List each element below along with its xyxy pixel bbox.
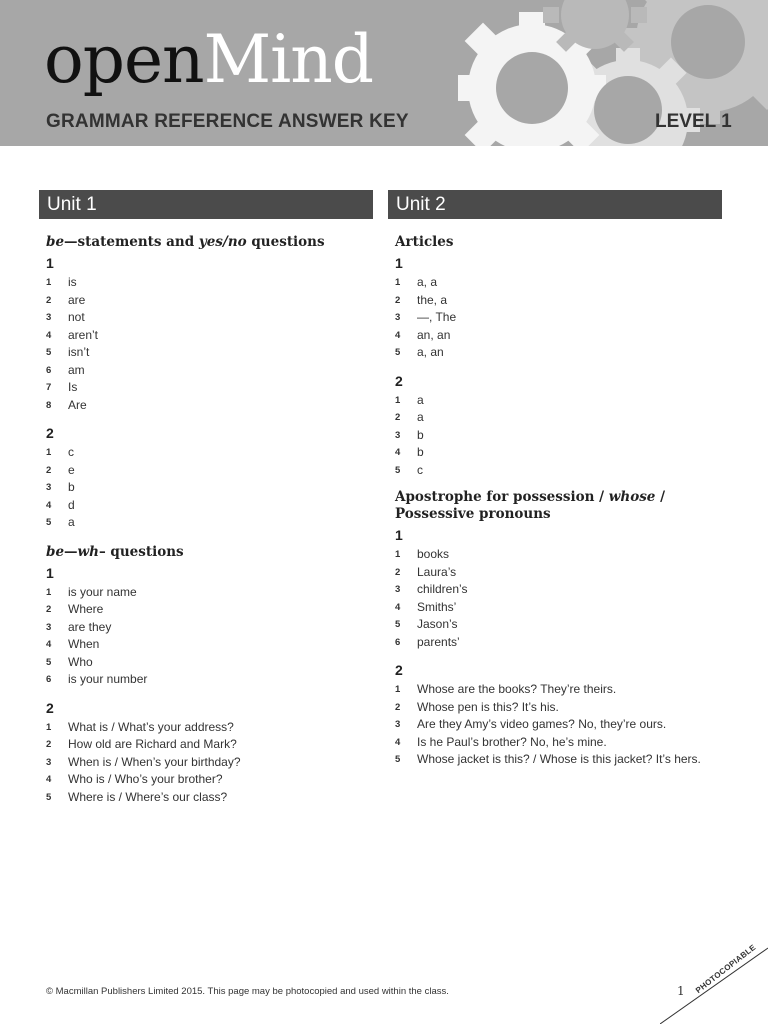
answer-text: is (68, 275, 77, 289)
answer-text: a, an (417, 345, 444, 359)
answer-item (388, 581, 722, 599)
document-subtitle: GRAMMAR REFERENCE ANSWER KEY (46, 111, 409, 132)
answer-item (39, 636, 373, 654)
answer-text: is your name (68, 584, 137, 599)
page-number: 1 (677, 984, 685, 998)
exercise-number: 1 (46, 255, 54, 271)
answer-number: 2 (46, 294, 52, 306)
answer-item (388, 392, 722, 410)
answer-item (39, 344, 373, 362)
answer-item (39, 309, 373, 327)
answer-number: 3 (395, 719, 401, 730)
answer-number: 6 (395, 636, 401, 648)
unit-1-heading: Unit 1 (39, 190, 373, 219)
answer-item (39, 736, 373, 754)
answer-number: 1 (395, 549, 401, 560)
answer-number: 5 (395, 347, 401, 358)
answer-list (39, 719, 373, 807)
answer-text: am (68, 362, 85, 377)
unit-1-column (39, 190, 373, 806)
answer-item (388, 309, 722, 327)
answer-text: an, an (417, 327, 451, 342)
answer-number: 5 (46, 656, 52, 668)
answer-item (388, 734, 722, 752)
answer-number: 5 (46, 517, 52, 528)
answer-item (388, 427, 722, 445)
title-part: be (46, 234, 65, 250)
answer-number: 2 (46, 464, 52, 476)
answer-item (39, 719, 373, 737)
answer-item (388, 681, 722, 699)
answer-number: 4 (395, 736, 401, 748)
answer-text: d (68, 497, 75, 512)
answer-item (388, 274, 722, 292)
exercise-number: 1 (46, 564, 54, 581)
answer-item (388, 444, 722, 462)
answer-text: c (68, 445, 74, 459)
answer-text: b (417, 427, 424, 442)
answer-item (388, 564, 722, 582)
page-header (0, 0, 768, 146)
answer-text: aren’t (68, 327, 99, 342)
answer-number: 3 (46, 482, 52, 493)
answer-item (39, 671, 373, 689)
copyright-footer: © Macmillan Publishers Limited 2015. This page may be photocopied and used within the class. (46, 986, 449, 997)
answer-text: How old are Richard and Mark? (68, 737, 237, 751)
answer-text: the, a (417, 292, 448, 307)
answer-item (39, 619, 373, 637)
answer-number: 8 (46, 399, 52, 411)
answer-text: Whose pen is this? It’s his. (417, 699, 559, 714)
answer-item (388, 462, 722, 480)
answer-text: Is (68, 380, 78, 394)
answer-text: What is / What’s your address? (68, 719, 234, 734)
answer-number: 5 (395, 754, 401, 765)
answer-item (39, 327, 373, 345)
answer-item (39, 771, 373, 789)
answer-text: c (417, 462, 423, 477)
answer-text: a (417, 410, 424, 424)
answer-text: Where (68, 602, 104, 616)
answer-list (388, 274, 722, 362)
level-label: LEVEL 1 (655, 111, 732, 132)
answer-list (388, 392, 722, 480)
answer-text: Laura’s (417, 564, 457, 579)
answer-item (388, 546, 722, 564)
answer-item (39, 514, 373, 532)
title-part: — (64, 543, 78, 560)
answer-item (39, 397, 373, 415)
answer-number: 2 (395, 412, 401, 423)
answer-text: b (417, 445, 424, 459)
unit-2-heading: Unit 2 (388, 190, 722, 219)
answer-number: 7 (46, 382, 52, 393)
answer-list (388, 681, 722, 769)
answer-text: a (68, 515, 75, 529)
answer-text: parents’ (417, 634, 460, 649)
title-part: wh (77, 543, 99, 560)
answer-item (388, 616, 722, 634)
answer-text: Are they Amy’s video games? No, they’re ours. (417, 717, 667, 731)
answer-text: Smiths’ (417, 599, 457, 614)
answer-number: 3 (395, 429, 401, 441)
exercise-number: 1 (395, 527, 403, 543)
openmind-logo (44, 20, 373, 100)
answer-item (388, 409, 722, 427)
answer-text: a, a (417, 275, 438, 289)
answer-number: 5 (46, 347, 52, 358)
answer-number: 4 (46, 639, 52, 650)
answer-text: isn’t (68, 345, 90, 359)
title-part: whose (608, 489, 656, 505)
title-part: / (655, 489, 666, 505)
exercise-number: 2 (395, 662, 403, 678)
title-part: Apostrophe for possession / (395, 489, 609, 505)
title-part: —statements and (64, 234, 199, 250)
answer-item (388, 327, 722, 345)
exercise-number: 2 (46, 425, 54, 441)
answer-text: a (417, 392, 424, 407)
exercise-number: 2 (46, 699, 54, 716)
answer-number: 1 (395, 684, 401, 695)
answer-number: 5 (46, 791, 52, 803)
photocopiable-stamp: PHOTOCOPIABLE (694, 942, 758, 996)
answer-text: Is he Paul’s brother? No, he’s mine. (417, 734, 607, 749)
answer-number: 4 (46, 774, 52, 785)
answer-text: b (68, 480, 75, 494)
answer-text: is your number (68, 672, 148, 686)
section-title-be-statements (46, 234, 373, 251)
answer-item (388, 599, 722, 617)
answer-number: 1 (395, 277, 401, 288)
answer-item (39, 462, 373, 480)
title-part: yes/no (198, 234, 247, 250)
answer-number: 1 (46, 721, 52, 733)
answer-number: 2 (395, 701, 401, 713)
answer-item (39, 479, 373, 497)
answer-number: 2 (46, 739, 52, 750)
answer-item (388, 292, 722, 310)
answer-list (388, 546, 722, 651)
answer-item (388, 344, 722, 362)
answer-list (39, 584, 373, 689)
title-part: questions (246, 234, 325, 250)
answer-list (39, 444, 373, 532)
answer-text: books (417, 547, 450, 561)
answer-number: 5 (395, 619, 401, 630)
answer-number: 5 (395, 464, 401, 476)
answer-number: 3 (395, 312, 401, 323)
answer-number: 6 (46, 364, 52, 376)
answer-item (388, 751, 722, 769)
answer-text: are (68, 292, 86, 307)
answer-item (388, 716, 722, 734)
answer-number: 1 (46, 277, 52, 288)
answer-item (39, 754, 373, 772)
answer-item (39, 789, 373, 807)
answer-number: 4 (46, 499, 52, 511)
answer-item (388, 634, 722, 652)
answer-text: children’s (417, 582, 468, 596)
answer-text: Are (68, 397, 87, 412)
answer-number: 1 (46, 586, 52, 598)
logo-open-text: open (44, 21, 204, 98)
logo-mind-text: Mind (203, 21, 374, 98)
answer-text: —, The (417, 310, 457, 324)
section-title-apostrophe (395, 489, 722, 523)
answer-item (39, 497, 373, 515)
answer-number: 3 (46, 756, 52, 768)
answer-number: 1 (46, 447, 52, 458)
answer-item (39, 292, 373, 310)
title-part: – questions (98, 543, 184, 560)
section-title-articles: Articles (395, 234, 454, 250)
exercise-number: 1 (395, 255, 403, 271)
answer-text: When (68, 637, 100, 651)
answer-number: 6 (46, 674, 52, 685)
answer-text: Jason’s (417, 617, 458, 631)
title-part: Possessive pronouns (395, 506, 551, 522)
answer-text: Who is / Who’s your brother? (68, 772, 223, 786)
answer-number: 4 (46, 329, 52, 341)
answer-text: Whose are the books? They’re theirs. (417, 682, 617, 696)
answer-item (39, 584, 373, 602)
answer-text: Whose jacket is this? / Whose is this jacket? It’s hers. (417, 752, 701, 766)
answer-number: 2 (395, 294, 401, 306)
answer-number: 3 (46, 621, 52, 633)
answer-text: When is / When’s your birthday? (68, 754, 241, 769)
answer-text: Who (68, 654, 93, 669)
title-part: be (46, 543, 65, 560)
answer-number: 3 (46, 312, 52, 323)
answer-number: 4 (395, 601, 401, 613)
answer-item (39, 274, 373, 292)
answer-number: 4 (395, 329, 401, 341)
answer-item (39, 654, 373, 672)
answer-number: 3 (395, 584, 401, 595)
answer-list (39, 274, 373, 414)
answer-text: not (68, 310, 85, 324)
answer-number: 4 (395, 447, 401, 458)
answer-item (39, 379, 373, 397)
unit-2-column (388, 190, 722, 769)
exercise-number: 2 (395, 372, 403, 389)
answer-text: are they (68, 619, 112, 634)
answer-item (39, 444, 373, 462)
answer-text: Where is / Where’s our class? (68, 789, 228, 804)
section-title-be-wh-questions (46, 544, 373, 561)
answer-item (388, 699, 722, 717)
answer-item (39, 601, 373, 619)
answer-number: 2 (395, 566, 401, 578)
answer-text: e (68, 462, 75, 477)
answer-number: 1 (395, 394, 401, 406)
answer-number: 2 (46, 604, 52, 615)
answer-item (39, 362, 373, 380)
